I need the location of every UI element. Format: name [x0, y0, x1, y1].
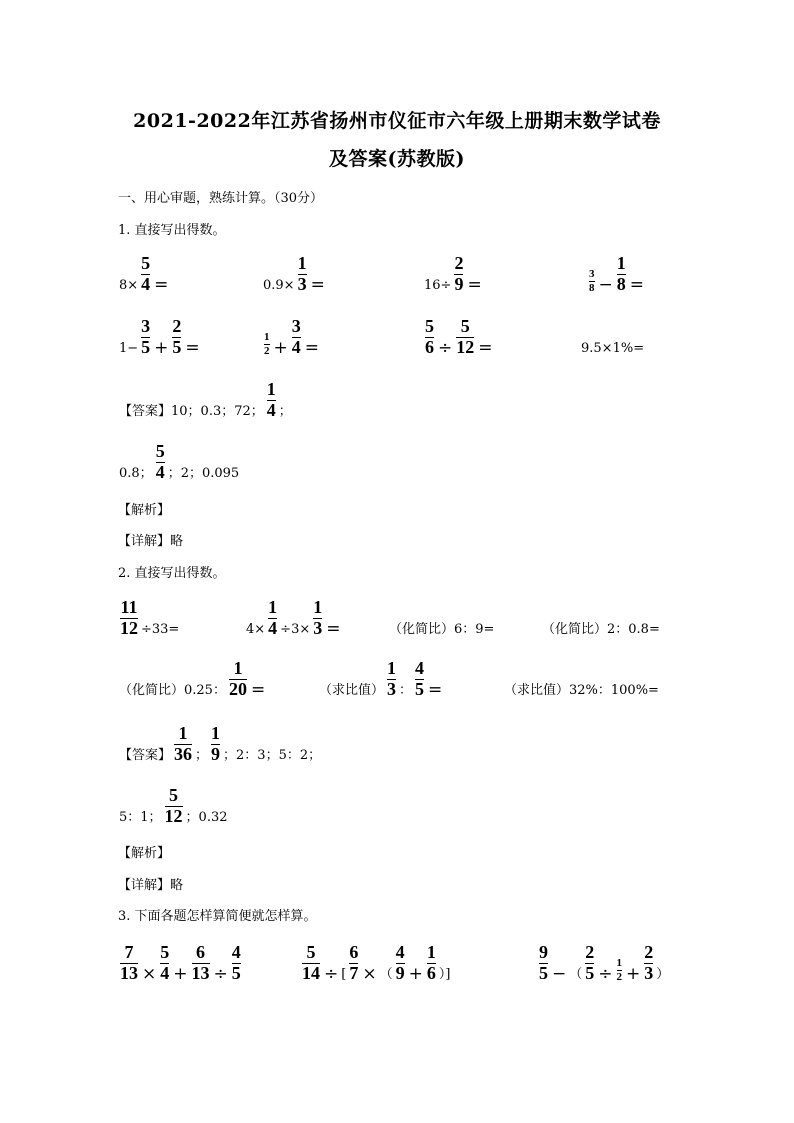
denominator: 3	[644, 963, 654, 983]
q1-detail: 【详解】略	[118, 534, 184, 549]
denominator: 2	[616, 971, 623, 983]
numerator: 7	[124, 942, 134, 962]
expression-text: ；2：3；5：2；	[223, 748, 322, 763]
numerator: 1	[313, 597, 323, 617]
fraction	[313, 598, 322, 638]
fraction	[268, 598, 277, 638]
fraction	[192, 943, 210, 983]
denominator: 3	[313, 618, 323, 638]
fraction	[539, 943, 548, 983]
fraction	[165, 786, 183, 826]
fraction	[160, 943, 169, 983]
fraction	[174, 724, 192, 764]
denominator: 13	[120, 963, 138, 983]
q1-answer	[118, 374, 293, 420]
section-heading: 一、用心审题，熟练计算。（30分）	[118, 191, 324, 206]
q2-detail: 【详解】略	[118, 878, 184, 893]
fraction	[292, 317, 301, 357]
operator: ×	[362, 964, 377, 984]
fraction	[456, 317, 474, 357]
numerator: 1	[297, 253, 307, 273]
expression-text: 9.5×1%=	[581, 341, 645, 356]
numerator: 3	[291, 316, 301, 336]
denominator: 5	[585, 963, 595, 983]
fraction	[585, 943, 594, 983]
fraction	[172, 317, 181, 357]
numerator: 9	[539, 942, 548, 962]
operator: ÷	[324, 964, 339, 984]
numerator: 6	[349, 942, 359, 962]
fraction	[589, 268, 595, 294]
numerator: 2	[172, 316, 182, 336]
q1-expression	[587, 248, 646, 294]
expression-text: 1−	[119, 341, 139, 356]
fraction	[302, 943, 320, 983]
fraction	[387, 659, 396, 699]
operator: =	[304, 338, 319, 358]
q2-analysis: 【解析】	[118, 846, 171, 861]
denominator: 3	[387, 679, 397, 699]
operator: ÷	[438, 338, 453, 358]
operator: =	[326, 619, 341, 639]
expression-text: 【答案】	[119, 748, 172, 763]
q2-expression	[541, 592, 661, 638]
numerator: 1	[387, 658, 397, 678]
expression-text: （化简比）0.25：	[119, 683, 226, 698]
expression-text: （	[379, 967, 393, 982]
operator: =	[185, 338, 200, 358]
fraction	[396, 943, 405, 983]
operator: =	[478, 338, 493, 358]
expression-text: 16÷	[424, 278, 452, 293]
operator: +	[626, 964, 641, 984]
q2-answer	[118, 718, 322, 764]
expression-text: ；	[278, 404, 292, 419]
fraction	[156, 442, 165, 482]
expression-text: ）	[656, 967, 670, 982]
q3-expression	[118, 937, 243, 983]
denominator: 5	[415, 679, 425, 699]
numerator: 4	[395, 942, 405, 962]
fraction	[120, 598, 138, 638]
fraction	[141, 254, 150, 294]
expression-text: （化简比）2：0.8=	[542, 622, 660, 637]
denominator: 9	[454, 274, 464, 294]
numerator: 11	[120, 597, 138, 617]
numerator: 1	[211, 723, 221, 743]
q1-expression	[580, 311, 645, 357]
q2-expression	[503, 653, 660, 699]
operator: =	[629, 275, 644, 295]
expression-text: [	[341, 967, 347, 982]
fraction	[298, 254, 307, 294]
numerator: 1	[233, 658, 243, 678]
numerator: 4	[415, 658, 425, 678]
denominator: 5	[141, 337, 151, 357]
q3-expression	[300, 937, 451, 983]
operator: =	[250, 680, 266, 700]
denominator: 4	[141, 274, 151, 294]
denominator: 2	[264, 345, 270, 357]
numerator: 1	[266, 379, 276, 399]
operator: −	[552, 964, 567, 984]
expression-text: ：	[399, 683, 413, 698]
q2-expression	[118, 653, 267, 699]
numerator: 2	[644, 942, 654, 962]
denominator: 7	[349, 963, 359, 983]
fraction	[229, 659, 247, 699]
q2-label: 2. 直接写出得数。	[118, 566, 226, 581]
doc-title-line2: 及答案(苏教版)	[329, 148, 465, 170]
operator: +	[154, 338, 169, 358]
operator: +	[273, 338, 288, 358]
numerator: 3	[141, 316, 151, 336]
numerator: 5	[306, 942, 316, 962]
numerator: 2	[585, 942, 595, 962]
expression-text: ）]	[438, 967, 451, 982]
q1-expression	[118, 248, 170, 294]
q3-label: 3. 下面各题怎样算简便就怎样算。	[118, 909, 317, 924]
denominator: 9	[395, 963, 405, 983]
fraction	[349, 943, 358, 983]
denominator: 6	[425, 337, 434, 357]
doc-title-line1: 2021-2022年江苏省扬州市仪征市六年级上册期末数学试卷	[133, 110, 661, 132]
fraction	[211, 724, 220, 764]
fraction	[427, 943, 436, 983]
denominator: 12	[456, 337, 475, 357]
fraction	[425, 317, 434, 357]
numerator: 5	[160, 942, 170, 962]
numerator: 1	[426, 942, 436, 962]
denominator: 12	[164, 806, 183, 826]
numerator: 1	[616, 253, 626, 273]
operator: ×	[142, 964, 157, 984]
q1-expression	[423, 311, 495, 357]
denominator: 5	[231, 963, 241, 983]
expression-text: （求比值）32%：100%=	[504, 683, 659, 698]
q1-expression	[118, 311, 202, 357]
q1-answer-cont	[118, 436, 240, 482]
denominator: 4	[155, 462, 165, 482]
q1-label: 1. 直接写出得数。	[118, 223, 226, 238]
q2-expression	[318, 653, 444, 699]
operator: =	[428, 680, 443, 700]
numerator: 1	[268, 597, 278, 617]
expression-text: 0.9×	[263, 278, 295, 293]
expression-text: ÷3×	[280, 622, 311, 637]
operator: =	[467, 275, 482, 295]
denominator: 8	[589, 282, 595, 294]
q1-expression	[262, 311, 321, 357]
expression-text: （化简比）6：9=	[389, 622, 495, 637]
numerator: 5	[141, 253, 151, 273]
denominator: 20	[228, 679, 247, 699]
fraction	[232, 943, 241, 983]
q2-expression	[245, 592, 342, 638]
denominator: 12	[120, 618, 138, 638]
denominator: 13	[191, 963, 210, 983]
numerator: 5	[169, 785, 179, 805]
numerator: 1	[616, 957, 623, 969]
denominator: 8	[616, 274, 626, 294]
q1-expression	[423, 248, 484, 294]
fraction	[454, 254, 463, 294]
operator: +	[173, 964, 188, 984]
numerator: 6	[196, 942, 205, 962]
operator: −	[598, 275, 613, 295]
q1-expression	[262, 248, 327, 294]
numerator: 1	[264, 331, 270, 343]
expression-text: ÷33=	[141, 622, 180, 637]
denominator: 5	[172, 337, 182, 357]
denominator: 4	[266, 400, 276, 420]
numerator: 4	[231, 942, 241, 962]
q2-expression	[118, 592, 180, 638]
numerator: 5	[460, 316, 470, 336]
fraction	[141, 317, 150, 357]
operator: =	[154, 275, 169, 295]
fraction	[415, 659, 424, 699]
numerator: 5	[155, 441, 165, 461]
fraction	[617, 957, 623, 983]
numerator: 5	[425, 316, 434, 336]
expression-text: （求比值）	[319, 683, 385, 698]
q2-expression	[388, 592, 495, 638]
q1-analysis: 【解析】	[118, 503, 171, 518]
numerator: 3	[589, 268, 595, 280]
denominator: 3	[297, 274, 307, 294]
numerator: 1	[178, 723, 188, 743]
denominator: 4	[291, 337, 301, 357]
operator: ÷	[598, 964, 613, 984]
fraction	[264, 331, 270, 357]
denominator: 5	[539, 963, 548, 983]
q3-expression	[537, 937, 670, 983]
denominator: 4	[268, 618, 278, 638]
expression-text: ；0.32	[185, 810, 228, 825]
fraction	[120, 943, 138, 983]
denominator: 4	[160, 963, 170, 983]
fraction	[267, 380, 276, 420]
denominator: 6	[426, 963, 436, 983]
expression-text: 【答案】10；0.3；72；	[119, 404, 264, 419]
expression-text: 4×	[246, 622, 266, 637]
q2-answer-cont	[118, 780, 229, 826]
expression-text: 0.8；	[119, 466, 153, 481]
denominator: 14	[302, 963, 320, 983]
expression-text: 5：1；	[119, 810, 162, 825]
operator: +	[408, 964, 423, 984]
denominator: 36	[174, 744, 193, 764]
expression-text: （	[569, 967, 583, 982]
operator: ÷	[213, 964, 228, 984]
expression-text: 8×	[119, 278, 139, 293]
expression-text: ；2；0.095	[167, 466, 240, 481]
operator: =	[310, 275, 325, 295]
denominator: 9	[211, 744, 221, 764]
fraction	[617, 254, 626, 294]
fraction	[644, 943, 653, 983]
numerator: 2	[454, 253, 464, 273]
expression-text: ；	[195, 748, 209, 763]
